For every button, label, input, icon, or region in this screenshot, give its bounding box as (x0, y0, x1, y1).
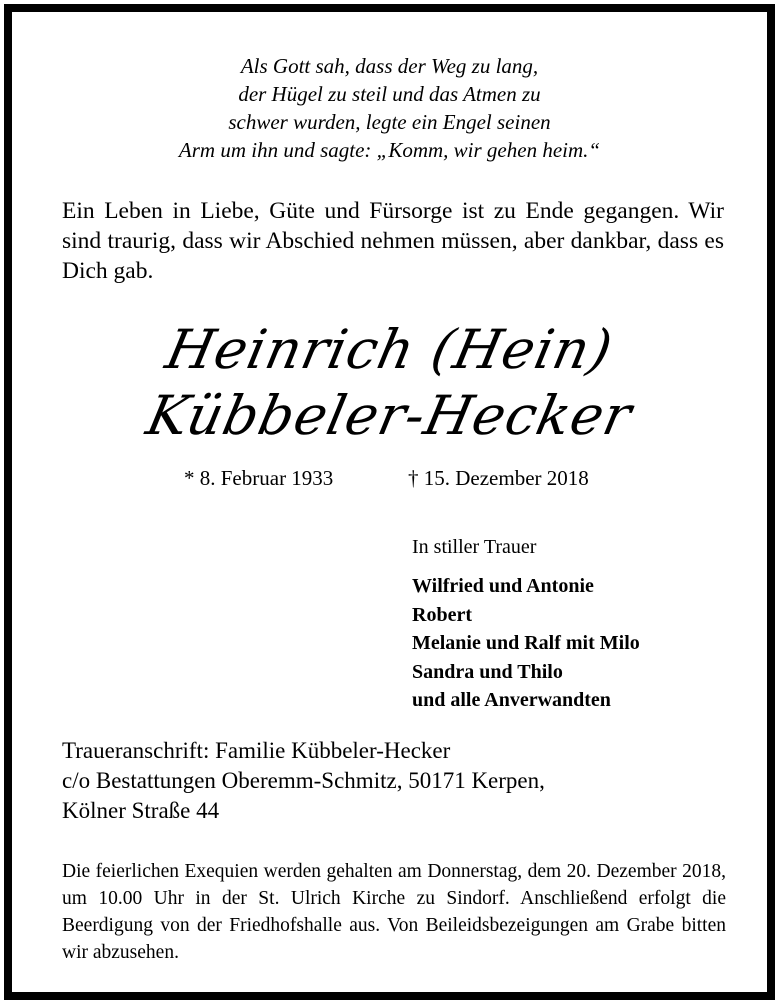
poem-line: Als Gott sah, dass der Weg zu lang, (240, 54, 539, 78)
address-line: c/o Bestattungen Oberemm-Schmitz, 50171 Kerpen, (62, 768, 545, 793)
poem (12, 52, 767, 164)
address-line: Kölner Straße 44 (62, 798, 220, 823)
mourning-heading: In stiller Trauer (412, 536, 537, 558)
poem-line: der Hügel zu steil und das Atmen zu (238, 82, 541, 106)
mourner-name: Wilfried und Antonie (412, 575, 594, 597)
mourning-address (62, 736, 545, 826)
service-info: Die feierlichen Exequien werden gehalten am Donnerstag, dem 20. Dezember 2018, um 10.00 Uhr in der St. Ulrich Kirche zu Sindorf. Anschließend erfolgt die Beerdigung von der Friedhofshalle aus. Von Beileidsbezeigungen am Grabe bitten wir abzusehen. (62, 861, 726, 963)
deceased-name-last: Kübbeler-Hecker (141, 384, 638, 447)
obituary-frame (4, 4, 775, 1000)
death-date: † 15. Dezember 2018 (408, 466, 589, 490)
mourner-name: Sandra und Thilo (412, 660, 563, 683)
mourner-name: Robert (412, 603, 472, 626)
birth-date: * 8. Februar 1933 (184, 466, 334, 490)
mourners-list (412, 572, 640, 715)
address-line: Traueranschrift: Familie Kübbeler-Hecker (62, 738, 451, 763)
poem-line: Arm um ihn und sagte: „Komm, wir gehen heim.“ (178, 138, 601, 162)
deceased-name-first: Heinrich (Hein) (160, 318, 619, 381)
mourner-name: und alle Anverwandten (412, 689, 611, 711)
intro-text: Ein Leben in Liebe, Güte und Fürsorge ist zu Ende gegangen. Wir sind traurig, dass wir Abschied nehmen müssen, aber dankbar, dass es Dich gab. (62, 198, 724, 284)
poem-line: schwer wurden, legte ein Engel seinen (228, 110, 551, 134)
mourner-name: Melanie und Ralf mit Milo (412, 632, 640, 654)
